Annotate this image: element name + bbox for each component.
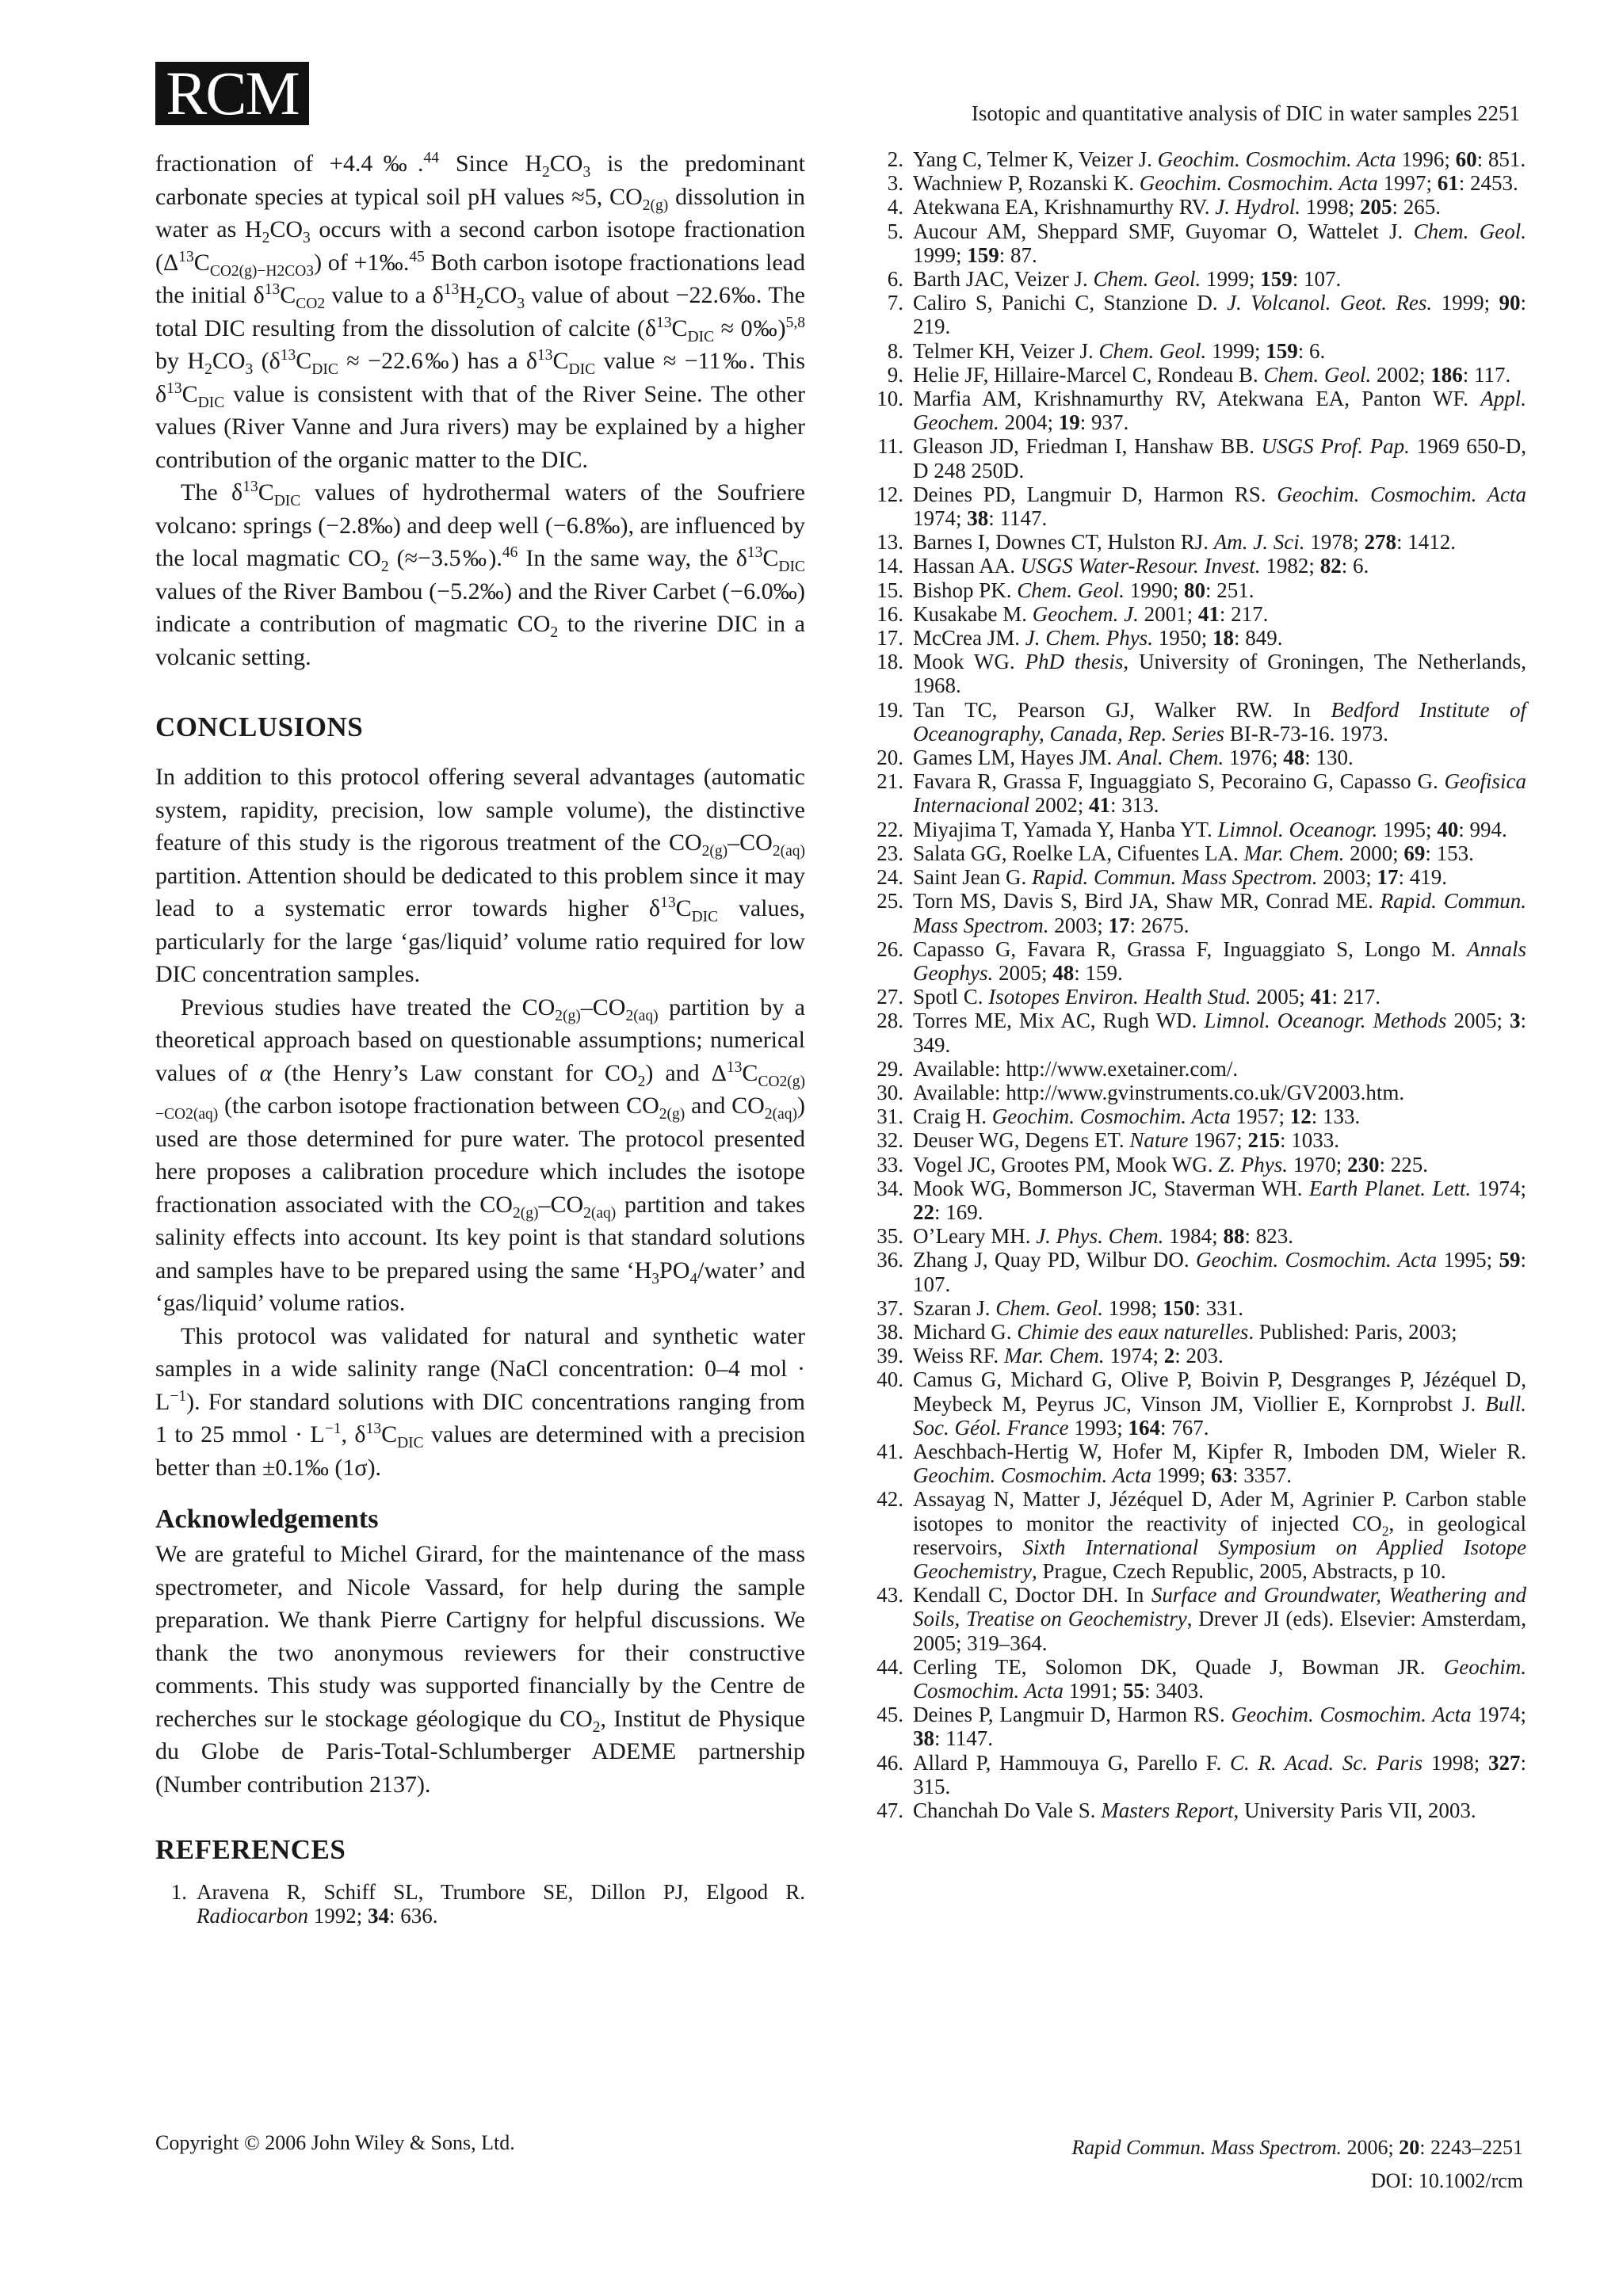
reference-item: 29. Available: http://www.exetainer.com/. — [876, 1056, 1239, 1081]
reference-item: 31. Craig H. Geochim. Cosmochim. Acta 1957; 12: 133. — [876, 1104, 1361, 1129]
reference-item: 20. Games LM, Hayes JM. Anal. Chem. 1976; 48: 130. — [876, 746, 1354, 770]
reference-item: 8. Telmer KH, Veizer J. Chem. Geol. 1999; 159: 6. — [887, 338, 1326, 363]
reference-item: 3. Wachniew P, Rozanski K. Geochim. Cosmochim. Acta 1997; 61: 2453. — [887, 171, 1518, 196]
running-head: Isotopic and quantitative analysis of DIC in water samples 2251 — [971, 101, 1520, 125]
reference-item: 36. Zhang J, Quay PD, Wilbur DO. Geochim. Cosmochim. Acta 1995; 59: 107. — [876, 1248, 1526, 1296]
reference-item: 15. Bishop PK. Chem. Geol. 1990; 80: 251. — [876, 578, 1254, 602]
reference-item: 34. Mook WG, Bommerson JC, Staverman WH. Earth Planet. Lett. 1974; 22: 169. — [876, 1176, 1526, 1224]
reference-item: 10. Marfia AM, Krishnamurthy RV, Atekwana EA, Panton WF. Appl. Geochem. 2004; 19: 937. — [876, 387, 1526, 435]
reference-item: 46. Allard P, Hammouya G, Parello F. C. R. Acad. Sc. Paris 1998; 327: 315. — [876, 1750, 1526, 1798]
reference-item: 39. Weiss RF. Mar. Chem. 1974; 2: 203. — [876, 1344, 1224, 1368]
reference-item: 28. Torres ME, Mix AC, Rugh WD. Limnol. Oceanogr. Methods 2005; 3: 349. — [876, 1009, 1526, 1057]
reference-item: 30. Available: http://www.gvinstruments.co.uk/GV2003.htm. — [876, 1080, 1405, 1104]
reference-item: 25. Torn MS, Davis S, Bird JA, Shaw MR, Conrad ME. Rapid. Commun. Mass Spectrom. 2003; 17: 2675. — [876, 889, 1526, 937]
reference-item: 38. Michard G. Chimie des eaux naturelles. Published: Paris, 2003; — [876, 1319, 1457, 1344]
reference-item: 2. Yang C, Telmer K, Veizer J. Geochim. Cosmochim. Acta 1996; 60: 851. — [887, 147, 1526, 171]
reference-item: 1. Aravena R, Schiff SL, Trumbore SE, Dillon PJ, Elgood R. Radiocarbon 1992; 34: 636. — [170, 1880, 805, 1928]
reference-item: 37. Szaran J. Chem. Geol. 1998; 150: 331. — [876, 1295, 1243, 1320]
reference-item: 9. Helie JF, Hillaire-Marcel C, Rondeau B. Chem. Geol. 2002; 186: 117. — [887, 362, 1511, 387]
acknowledgements-heading: Acknowledgements — [155, 1505, 379, 1534]
reference-item: 44. Cerling TE, Solomon DK, Quade J, Bowman JR. Geochim. Cosmochim. Acta 1991; 55: 3403. — [876, 1654, 1526, 1703]
journal-logo: RCM — [155, 62, 309, 125]
reference-item: 21. Favara R, Grassa F, Inguaggiato S, Pecoraino G, Capasso G. Geofisica Internacional 2002; 41: 313. — [876, 769, 1526, 818]
conclusions-heading: CONCLUSIONS — [155, 711, 364, 742]
reference-list-left — [155, 1880, 805, 1928]
reference-item: 4. Atekwana EA, Krishnamurthy RV. J. Hydrol. 1998; 205: 265. — [887, 195, 1442, 219]
doi: DOI: 10.1002/rcm — [1370, 2169, 1523, 2192]
reference-item: 12. Deines PD, Langmuir D, Harmon RS. Geochim. Cosmochim. Acta 1974; 38: 1147. — [876, 482, 1526, 531]
reference-item: 26. Capasso G, Favara R, Grassa F, Inguaggiato S, Longo M. Annals Geophys. 2005; 48: 159. — [876, 936, 1526, 985]
reference-item: 7. Caliro S, Panichi C, Stanzione D. J. Volcanol. Geot. Res. 1999; 90: 219. — [887, 291, 1526, 339]
reference-item: 35. O’Leary MH. J. Phys. Chem. 1984; 88: 823. — [876, 1224, 1293, 1249]
reference-item: 24. Saint Jean G. Rapid. Commun. Mass Spectrom. 2003; 17: 419. — [876, 865, 1447, 890]
reference-item: 5. Aucour AM, Sheppard SMF, Guyomar O, Wattelet J. Chem. Geol. 1999; 159: 87. — [887, 219, 1526, 267]
right-column — [872, 147, 1526, 1822]
reference-list-right — [872, 147, 1526, 1822]
reference-item: 42. Assayag N, Matter J, Jézéquel D, Ader M, Agrinier P. Carbon stable isotopes to monitor the reactivity of injected $CO_2$, in geological reservoirs, Sixth International Symposium on Applied Isotope Geochemistry, Prague, Czech Republic, 2005, Abstracts, p 10. — [876, 1487, 1526, 1583]
reference-item: 11. Gleason JD, Friedman I, Hanshaw BB. USGS Prof. Pap. 1969 650-D, D 248 250D. — [877, 434, 1526, 482]
reference-item: 22. Miyajima T, Yamada Y, Hanba YT. Limnol. Oceanogr. 1995; 40: 994. — [876, 817, 1507, 841]
journal-citation: Rapid Commun. Mass Spectrom. 2006; 20: 2243–2251 — [1071, 2136, 1523, 2159]
paragraph-acknowledgements: We are grateful to Michel Girard, for the maintenance of the mass spectrometer, and Nicole Vassard, for help during the sample preparation. We thank Pierre Cartigny for helpful discussions. We thank the two anonymous reviewers for their constructive comments. This study was supported financially by the Centre de recherches sur le stockage géologique du $CO_2$, Institut de Physique du Globe de Paris-Total-Schlumberger ADEME partnership (Number contribution 2137). — [155, 1541, 805, 1798]
paragraph-hydrothermal: The $\delta^{13}C_{DIC}$ values of hydrothermal waters of the Soufriere volcano: springs (−2.8‰) and deep well (−6.8‰), are influenced by the local magmatic $CO_2$ (≈−3.5‰).$^{46}$ In the same way, the $\delta^{13}C_{DIC}$ values of the River Bambou (−5.2‰) and the River Carbet (−6.0‰) indicate a contribution of magmatic $CO_2$ to the riverine DIC in a volcanic setting. — [155, 479, 806, 670]
reference-item: 18. Mook WG. PhD thesis, University of Groningen, The Netherlands, 1968. — [876, 650, 1526, 698]
reference-item: 43. Kendall C, Doctor DH. In Surface and Groundwater, Weathering and Soils, Treatise on Geochemistry, Drever JI (eds). Elsevier: Amsterdam, 2005; 319–364. — [876, 1583, 1526, 1655]
paragraph-conclusions-2: Previous studies have treated the $CO_{2(g)}-CO_{2(aq)}$ partition by a theoretical approach based on questionable assumptions; numerical values of α (the Henry’s Law constant for $CO_2$) and $\Delta^{13}C_{CO2(g)-CO2(aq)}$ (the carbon isotope fractionation between $CO_{2(g)}$ and $CO_{2(aq)}$) used are those determined for pure water. The protocol presented here proposes a calibration procedure which includes the isotope fractionation associated with the $CO_{2(g)}-CO_{2(aq)}$ partition and takes salinity effects into account. Its key point is that standard solutions and samples have to be prepared using the same ‘$H_3PO_4$/water’ and ‘gas/liquid’ volume ratios. — [155, 994, 806, 1316]
reference-item: 33. Vogel JC, Grootes PM, Mook WG. Z. Phys. 1970; 230: 225. — [876, 1152, 1429, 1177]
reference-item: 17. McCrea JM. J. Chem. Phys. 1950; 18: 849. — [876, 626, 1283, 650]
paragraph-soil-carbonate: fractionation of +4.4‰.$^{44}$ Since $H_2CO_3$ is the predominant carbonate species at typical soil pH values ≈5, $CO_{2(g)}$ dissolution in water as $H_2CO_3$ occurs with a second carbon isotope fractionation $(\Delta^{13}C_{CO2(g)-H2CO3})$ of +1‰.$^{45}$ Both carbon isotope fractionations lead the initial $\delta^{13}C_{CO2}$ value to a $\delta^{13}H_2CO_3$ value of about −22.6‰. The total DIC resulting from the dissolution of calcite ($\delta^{13}C_{DIC}$ ≈ 0‰)$^{5,8}$ by $H_2CO_3$ ($\delta^{13}C_{DIC}$ ≈ −22.6‰) has a $\delta^{13}C_{DIC}$ value ≈ −11‰. This $\delta^{13}C_{DIC}$ value is consistent with that of the River Seine. The other values (River Vanne and Jura rivers) may be explained by a higher contribution of the organic matter to the DIC. — [155, 150, 805, 473]
reference-item: 13. Barnes I, Downes CT, Hulston RJ. Am. J. Sci. 1978; 278: 1412. — [876, 530, 1456, 555]
reference-item: 14. Hassan AA. USGS Water-Resour. Invest. 1982; 82: 6. — [876, 554, 1369, 578]
reference-item: 47. Chanchah Do Vale S. Masters Report, University Paris VII, 2003. — [876, 1798, 1476, 1823]
reference-item: 16. Kusakabe M. Geochem. J. 2001; 41: 217. — [876, 601, 1269, 626]
reference-item: 41. Aeschbach-Hertig W, Hofer M, Kipfer R, Imboden DM, Wieler R. Geochim. Cosmochim. Acta 1999; 63: 3357. — [876, 1439, 1526, 1488]
references-heading: REFERENCES — [155, 1834, 346, 1865]
reference-item: 19. Tan TC, Pearson GJ, Walker RW. In Bedford Institute of Oceanography, Canada, Rep. Series BI-R-73-16. 1973. — [876, 697, 1526, 746]
paragraph-conclusions-3: This protocol was validated for natural and synthetic water samples in a wide salinity range (NaCl concentration: 0–4 mol · $L^{-1}$). For standard solutions with DIC concentrations ranging from 1 to 25 mmol · $L^{-1}$, $\delta^{13}C_{DIC}$ values are determined with a precision better than ±0.1‰ (1σ). — [155, 1322, 805, 1481]
citation-footer — [1071, 2131, 1523, 2198]
reference-item: 23. Salata GG, Roelke LA, Cifuentes LA. Mar. Chem. 2000; 69: 153. — [876, 841, 1474, 865]
paragraph-conclusions-1: In addition to this protocol offering several advantages (automatic system, rapidity, precision, low sample volume), the distinctive feature of this study is the rigorous treatment of the $CO_{2(g)}-CO_{2(aq)}$ partition. Attention should be dedicated to this problem since it may lead to a systematic error towards higher $\delta^{13}C_{DIC}$ values, particularly for the large ‘gas/liquid’ volume ratio required for low DIC concentration samples. — [155, 764, 806, 987]
reference-item: 45. Deines P, Langmuir D, Harmon RS. Geochim. Cosmochim. Acta 1974; 38: 1147. — [876, 1703, 1526, 1751]
reference-item: 6. Barth JAC, Veizer J. Chem. Geol. 1999; 159: 107. — [887, 267, 1342, 292]
copyright-notice: Copyright © 2006 John Wiley & Sons, Ltd. — [155, 2131, 515, 2154]
left-column — [155, 147, 805, 1928]
reference-item: 40. Camus G, Michard G, Olive P, Boivin P, Desgranges P, Jézéquel D, Meybeck M, Peyrus JC, Vinson JM, Viollier E, Kornprobst J. Bull. Soc. Géol. France 1993; 164: 767. — [876, 1367, 1526, 1440]
reference-item: 27. Spotl C. Isotopes Environ. Health Stud. 2005; 41: 217. — [876, 985, 1381, 1009]
reference-item: 32. Deuser WG, Degens ET. Nature 1967; 215: 1033. — [876, 1128, 1339, 1153]
